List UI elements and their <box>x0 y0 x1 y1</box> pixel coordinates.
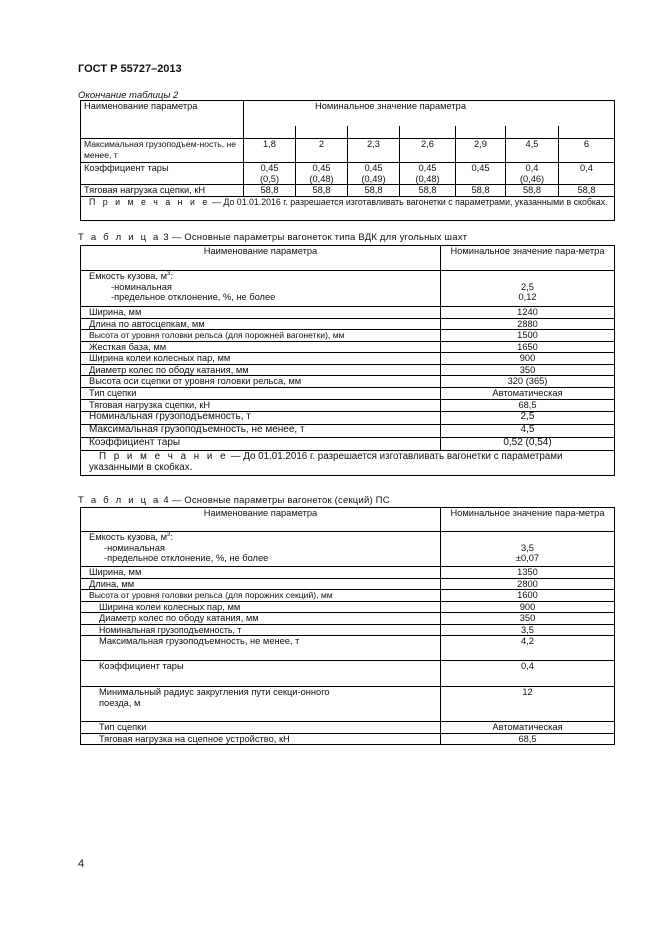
capacity-deviation-label: -предельное отклонение, %, не более <box>104 553 269 563</box>
table2-cell: 0,45 (0,49) <box>348 163 400 185</box>
table3-row-label: Высота оси сцепки от уровня головки рельса, мм <box>81 376 441 388</box>
table3-row-label: Высота от уровня головки рельса (для порожней вагонетки), мм <box>81 330 441 342</box>
capacity-nominal-label: -номинальная <box>111 281 172 292</box>
table4-coupling-value: Автоматическая <box>441 722 615 734</box>
table2-cell: 1,8 <box>244 139 296 163</box>
capacity-unit-sup: 3 <box>166 270 171 277</box>
table4-tare-label: Коэффициент тары <box>81 661 441 687</box>
table2-cell: 58,8 <box>348 185 400 197</box>
table4-row-label: Ширина колеи колесных пар, мм <box>81 601 441 613</box>
capacity-deviation-value: 0,12 <box>518 292 537 302</box>
table4-max-capacity-value: 4,2 <box>441 636 615 661</box>
table4-capacity-label: Емкость кузова, $м^3$: -номинальная -предельное отклонение, %, не более <box>81 532 441 567</box>
table4-load-value: 68,5 <box>441 733 615 745</box>
note-text: — До 01.01.2016 г. разрешается изготавливать вагонетки с параметрами, указанными в скобках. <box>209 196 608 207</box>
table3-row-label: Длина по автосцепкам, мм <box>81 318 441 330</box>
table4-row-label: Высота от уровня головки рельса (для порожних секций), мм <box>81 590 441 602</box>
table3-row-value: 1500 <box>441 330 615 342</box>
table3-row-value: 1240 <box>441 307 615 319</box>
table2-cell: 0,4 (0,46) <box>506 163 559 185</box>
table3-row-value: 1650 <box>441 341 615 353</box>
table4-capacity-values <box>441 532 615 567</box>
table4-head-param: Наименование параметра <box>81 508 441 532</box>
table2-cell: 58,8 <box>244 185 296 197</box>
table4-radius-value: 12 <box>441 687 615 722</box>
table3-row-label: Ширина, мм <box>81 307 441 319</box>
table3-row-label: Жесткая база, мм <box>81 341 441 353</box>
table2-cell: 6 <box>559 139 615 163</box>
table3-row-value: 4,5 <box>441 424 615 437</box>
capacity-label: Емкость кузова, м <box>89 271 167 281</box>
table3-head-value: Номинальное значение пара-метра <box>441 246 615 271</box>
table2-cell: 0,45 (0,48) <box>296 163 348 185</box>
table4-max-capacity-label: Максимальная грузоподъемность, не менее, т <box>81 636 441 661</box>
table2-head-value: Номинальное значение параметра <box>244 101 615 126</box>
table2-cell: 4,5 <box>506 139 559 163</box>
table3-row-label: Максимальная грузоподъемность, не менее, т <box>81 424 441 437</box>
table4-row-label: Диаметр колес по ободу катания, мм <box>81 613 441 625</box>
table3-row-value: 320 (365) <box>441 376 615 388</box>
table4 <box>80 507 615 745</box>
table4-row-value: 900 <box>441 601 615 613</box>
table3-row-value: 2880 <box>441 318 615 330</box>
table4-row-value: 3,5 <box>441 624 615 636</box>
table3-row-label: Коэффициент тары <box>81 437 441 450</box>
table4-head-value: Номинальное значение пара-метра <box>441 508 615 532</box>
note-label: П р и м е ч а н и е <box>99 450 229 462</box>
table3-row-value: Автоматическая <box>441 388 615 400</box>
table2-note <box>81 196 615 220</box>
table2-head-param: Наименование параметра <box>81 101 244 126</box>
table2-cell: 2,3 <box>348 139 400 163</box>
table2-cell: 58,8 <box>400 185 456 197</box>
table3-row-value: 900 <box>441 353 615 365</box>
table3 <box>80 245 615 476</box>
table3-row-label: Диаметр колес по ободу катания, мм <box>81 364 441 376</box>
capacity-nominal-value: 3,5 <box>521 542 534 553</box>
table3-row-label: Номинальная грузоподъемность, т <box>81 411 441 424</box>
table4-row-value: 1350 <box>441 567 615 579</box>
table3-row-value: 350 <box>441 364 615 376</box>
table3-row-value: 0,52 (0,54) <box>441 437 615 450</box>
table4-row-label: Номинальная грузоподъемность, т <box>81 624 441 636</box>
capacity-label: Емкость кузова, м <box>89 532 167 542</box>
table4-row-label: Длина, мм <box>81 578 441 590</box>
caption-text: 4 — Основные параметры вагонеток (секций) ПС <box>160 495 390 506</box>
table2-cell: 58,8 <box>456 185 506 197</box>
table2-cell: 0,45 (0,5) <box>244 163 296 185</box>
note-text: — До 01.01.2016 г. разрешается изготавливать вагонетки с параметрами указанными в скобках. <box>89 450 563 473</box>
capacity-deviation-value: ±0,07 <box>515 553 540 563</box>
table2-row-label: Коэффициент тары <box>81 163 244 185</box>
table2-cell: 58,8 <box>506 185 559 197</box>
capacity-unit-sup: 3 <box>166 531 171 538</box>
table3-caption <box>78 232 467 243</box>
table4-load-label: Тяговая нагрузка на сцепное устройство, кН <box>81 733 441 745</box>
caption-text: 3 — Основные параметры вагонеток типа ВДК для угольных шахт <box>160 232 468 243</box>
table3-row-value: 68,5 <box>441 399 615 411</box>
table4-row-label: Ширина, мм <box>81 567 441 579</box>
table2-cell: 2 <box>296 139 348 163</box>
table2-row-label: Тяговая нагрузка сцепки, кН <box>81 185 244 197</box>
capacity-deviation-label: -предельное отклонение, %, не более <box>111 292 276 302</box>
table4-row-value: 350 <box>441 613 615 625</box>
caption-word: Т а б л и ц а <box>78 495 161 506</box>
table3-row-label: Тяговая нагрузка сцепки, кН <box>81 399 441 411</box>
table4-row-value: 1600 <box>441 590 615 602</box>
table3-row-label: Тип сцепки <box>81 388 441 400</box>
table3-row-label: Ширина колеи колесных пар, мм <box>81 353 441 365</box>
table2 <box>80 100 615 221</box>
table2-cell: 0,45 (0,48) <box>400 163 456 185</box>
table3-note <box>81 450 615 475</box>
table4-tare-value: 0,4 <box>441 661 615 687</box>
table3-head-param: Наименование параметра <box>81 246 441 271</box>
document-header: ГОСТ Р 55727–2013 <box>78 63 182 75</box>
table2-cell: 2,6 <box>400 139 456 163</box>
table2-cell: 58,8 <box>559 185 615 197</box>
table3-capacity-values <box>441 271 615 307</box>
table4-radius-label: Минимальный радиус закругления пути секци-онного поезда, м <box>81 687 441 722</box>
table2-cell: 0,4 <box>559 163 615 185</box>
capacity-nominal-label: -номинальная <box>104 542 165 553</box>
table3-row-value: 2,5 <box>441 411 615 424</box>
note-label: П р и м е ч а н и е <box>89 196 210 207</box>
table3-capacity-label: Емкость кузова, $м^3$: -номинальная -предельное отклонение, %, не более <box>81 271 441 307</box>
table2-row-label: Максимальная грузоподъем-ность, не менее, т <box>81 139 244 163</box>
capacity-nominal-value: 2,5 <box>521 281 534 292</box>
table2-cell: 2,9 <box>456 139 506 163</box>
table4-row-value: 2800 <box>441 578 615 590</box>
caption-word: Т а б л и ц а <box>78 232 161 243</box>
page-number: 4 <box>78 858 85 870</box>
table2-continuation-title: Окончание таблицы 2 <box>78 90 179 101</box>
table2-cell: 0,45 <box>456 163 506 185</box>
table4-coupling-label: Тип сцепки <box>81 722 441 734</box>
table2-cell: 58,8 <box>296 185 348 197</box>
table4-caption <box>78 495 390 506</box>
